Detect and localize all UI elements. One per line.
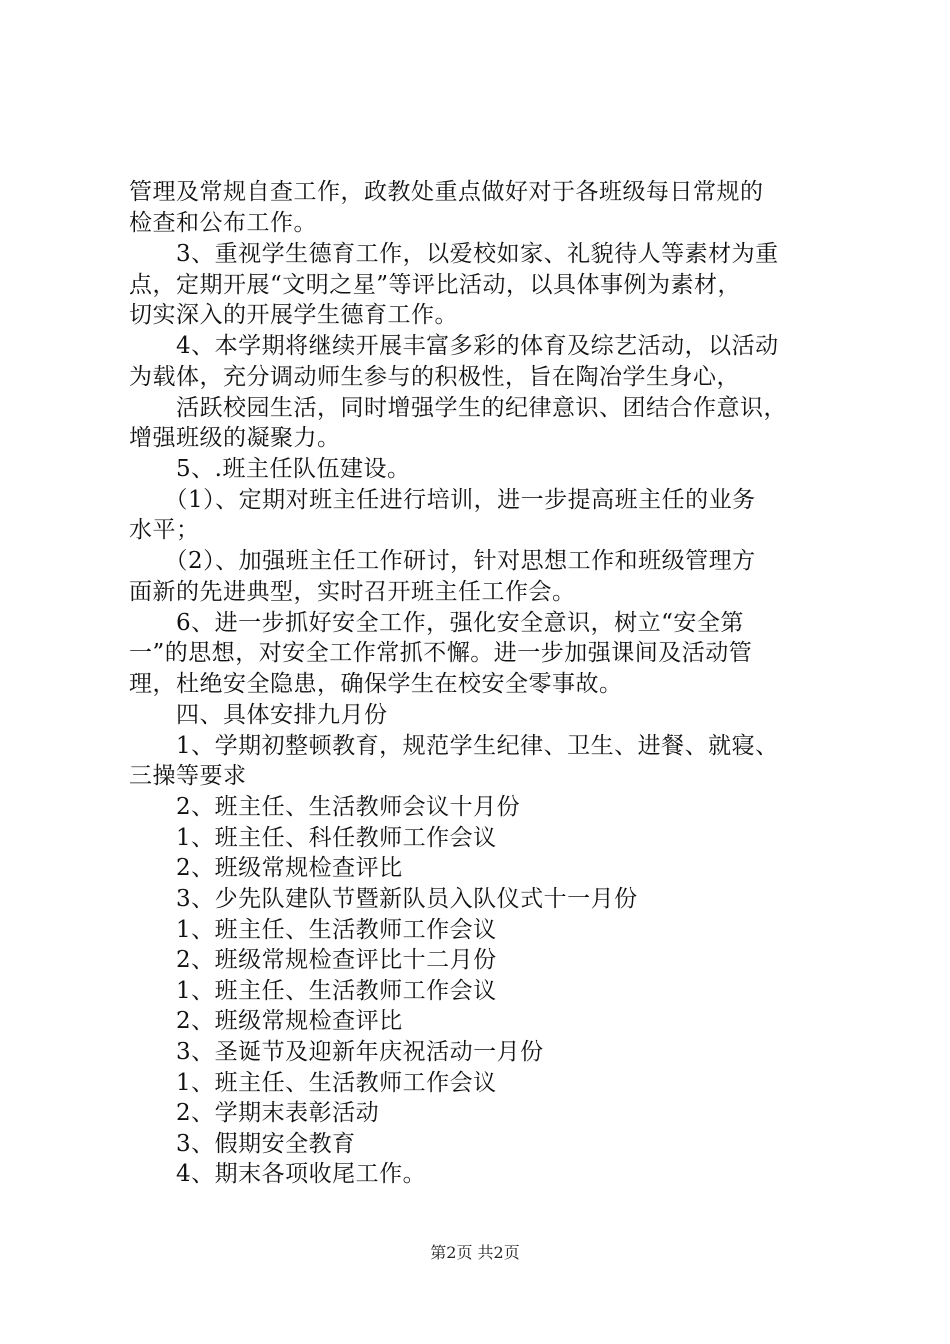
- text-line: 活跃校园生活，同时增强学生的纪律意识、团结合作意识，: [129, 395, 787, 421]
- text-line: 1、班主任、科任教师工作会议: [129, 825, 497, 851]
- text-line: 3、圣诞节及迎新年庆祝活动一月份: [129, 1039, 544, 1065]
- text-line: 2、班级常规检查评比: [129, 855, 403, 881]
- text-line: 理，杜绝安全隐患，确保学生在校安全零事故。: [129, 671, 623, 697]
- text-line: 1、班主任、生活教师工作会议: [129, 1070, 497, 1096]
- text-line: 水平；: [129, 517, 200, 543]
- text-line: 1、学期初整顿教育，规范学生纪律、卫生、进餐、就寝、: [129, 733, 779, 759]
- text-line: 5、.班主任队伍建设。: [129, 456, 411, 482]
- text-line: 1、班主任、生活教师工作会议: [129, 978, 497, 1004]
- text-line: 4、本学期将继续开展丰富多彩的体育及综艺活动，以活动: [129, 333, 779, 359]
- text-line: 2、班级常规检查评比: [129, 1008, 403, 1034]
- text-line: 切实深入的开展学生德育工作。: [129, 302, 458, 328]
- text-line: 一”的思想，对安全工作常抓不懈。进一步加强课间及活动管: [129, 640, 753, 666]
- text-line: 3、少先队建队节暨新队员入队仪式十一月份: [129, 886, 638, 912]
- text-line: 4、期末各项收尾工作。: [129, 1161, 427, 1187]
- text-line: （1）、定期对班主任进行培训，进一步提高班主任的业务: [129, 487, 756, 513]
- text-line: 3、重视学生德育工作，以爱校如家、礼貌待人等素材为重: [129, 241, 779, 267]
- text-line: 面新的先进典型，实时召开班主任工作会。: [129, 579, 576, 605]
- page-number-footer: 第2页 共2页: [430, 1243, 520, 1262]
- text-line: （2）、加强班主任工作研讨，针对思想工作和班级管理方: [129, 548, 756, 574]
- text-line: 2、班主任、生活教师会议十月份: [129, 794, 521, 820]
- text-line: 增强班级的凝聚力。: [129, 425, 341, 451]
- text-line: 三操等要求: [129, 763, 247, 789]
- text-line: 为载体，充分调动师生参与的积极性，旨在陶冶学生身心，: [129, 364, 740, 390]
- text-line: 2、学期末表彰活动: [129, 1100, 380, 1126]
- text-line: 管理及常规自查工作，政教处重点做好对于各班级每日常规的: [129, 179, 764, 205]
- text-line: 2、班级常规检查评比十二月份: [129, 947, 497, 973]
- text-line: 3、假期安全教育: [129, 1131, 356, 1157]
- text-line: 检查和公布工作。: [129, 210, 317, 236]
- text-line: 6、进一步抓好安全工作，强化安全意识，树立“安全第: [129, 610, 744, 636]
- text-line: 1、班主任、生活教师工作会议: [129, 917, 497, 943]
- text-line: 四、具体安排九月份: [129, 702, 388, 728]
- text-line: 点，定期开展“文明之星”等评比活动，以具体事例为素材，: [129, 272, 742, 298]
